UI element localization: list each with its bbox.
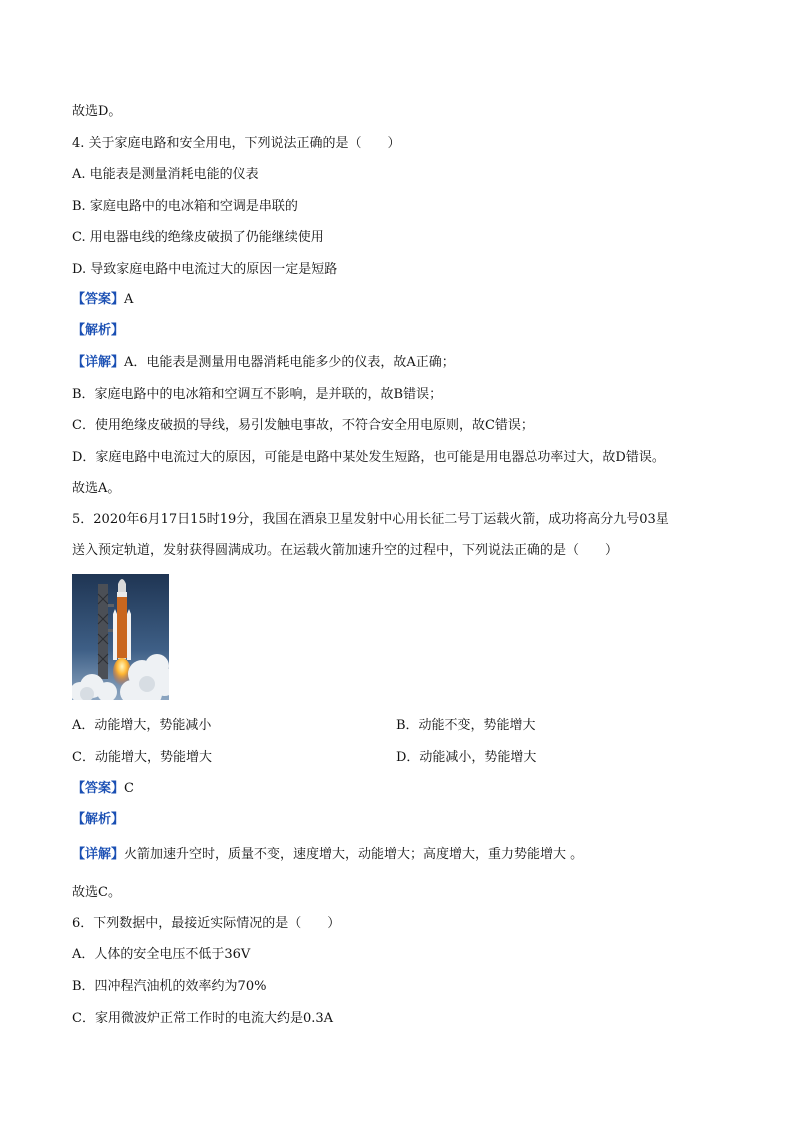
- answer-value: A: [124, 292, 134, 307]
- select-5: 故选C。: [72, 885, 121, 900]
- analysis-tag-4: [72, 322, 124, 340]
- question-5-line1: 5．2020年6月17日15时19分，我国在酒泉卫星发射中心用长征二号丁运载火箭，成功将高分九号03星: [72, 512, 669, 527]
- analysis-tag: 【解析】: [72, 323, 125, 338]
- detail-4b: B．家庭电路中的电冰箱和空调互不影响，是并联的，故B错误；: [72, 387, 443, 402]
- question-6: 6．下列数据中，最接近实际情况的是（ ）: [72, 916, 341, 931]
- option-4b: B. 家庭电路中的电冰箱和空调是串联的: [72, 199, 298, 214]
- question-5-line2: 送入预定轨道，发射获得圆满成功。在运载火箭加速升空的过程中，下列说法正确的是（ ）: [72, 543, 619, 558]
- option-5b: B．动能不变，势能增大: [396, 718, 536, 733]
- detail-text: 火箭加速升空时，质量不变，速度增大，动能增大；高度增大，重力势能增大 。: [124, 847, 584, 862]
- detail-4d: D．家庭电路中电流过大的原因，可能是电路中某处发生短路，也可能是用电器总功率过大，故D错误。: [72, 450, 665, 465]
- option-6a: A．人体的安全电压不低于36V: [72, 947, 251, 962]
- analysis-tag: 【解析】: [72, 812, 125, 827]
- detail-4a: [72, 354, 455, 372]
- question-4: 4. 关于家庭电路和安全用电，下列说法正确的是（ ）: [72, 136, 401, 151]
- answer-5: [72, 780, 134, 798]
- answer-4: [72, 291, 133, 309]
- detail-5: [72, 846, 583, 864]
- select-4: 故选A。: [72, 481, 121, 496]
- option-4c: C. 用电器电线的绝缘皮破损了仍能继续使用: [72, 230, 324, 245]
- option-6c: C．家用微波炉正常工作时的电流大约是0.3A: [72, 1011, 334, 1026]
- detail-tag: 【详解】: [72, 847, 125, 862]
- option-6b: B．四冲程汽油机的效率约为70%: [72, 979, 267, 994]
- answer-tag: 【答案】: [72, 292, 125, 307]
- answer-value: C: [124, 781, 134, 796]
- analysis-tag-5: [72, 811, 124, 829]
- detail-tag: 【详解】: [72, 355, 125, 370]
- option-5c: C．动能增大，势能增大: [72, 750, 212, 765]
- option-5d: D．动能减小，势能增大: [396, 750, 537, 765]
- rocket-launch-image: [72, 574, 169, 700]
- option-5a: A．动能增大，势能减小: [72, 718, 212, 733]
- detail-4c: C．使用绝缘皮破损的导线，易引发触电事故，不符合安全用电原则，故C错误；: [72, 418, 534, 433]
- detail-text: A．电能表是测量用电器消耗电能多少的仪表，故A正确；: [124, 355, 455, 370]
- answer-tag: 【答案】: [72, 781, 125, 796]
- option-4a: A. 电能表是测量消耗电能的仪表: [72, 167, 259, 182]
- option-4d: D. 导致家庭电路中电流过大的原因一定是短路: [72, 262, 338, 277]
- text-line: 故选D。: [72, 104, 122, 119]
